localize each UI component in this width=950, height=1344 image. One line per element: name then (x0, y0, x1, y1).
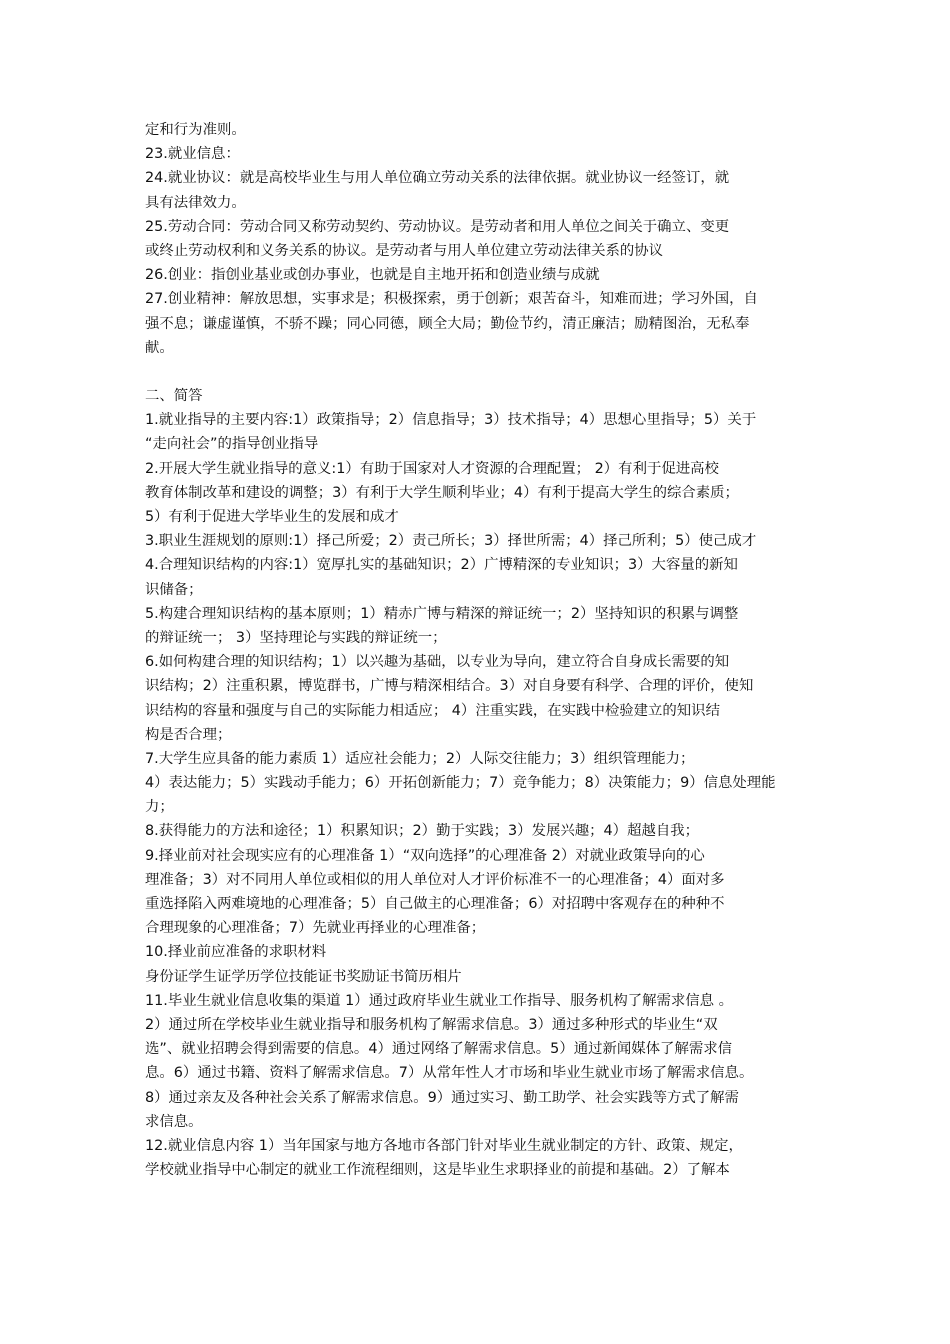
text-line: 5.构建合理知识结构的基本原则；1）精赤广博与精深的辩证统一；2）坚持知识的积累与调整 (145, 605, 739, 622)
text-line: 献。 (145, 339, 174, 356)
text-line: 定和行为准则。 (145, 122, 246, 138)
text-line: 25.劳动合同：劳动合同又称劳动契约、劳动协议。是劳动者和用人单位之间关于确立、变更 (145, 218, 730, 235)
text-line: 求信息。 (145, 1113, 203, 1130)
text-line: 具有法律效力。 (145, 194, 246, 211)
text-line: 23.就业信息： (145, 146, 240, 163)
text-line: 识结构的容量和强度与自己的实际能力相适应； 4）注重实践，在实践中检验建立的知识结 (145, 702, 720, 719)
text-line: 构是否合理； (145, 726, 232, 743)
text-line: 1.就业指导的主要内容:1）政策指导；2）信息指导；3）技术指导；4）思想心里指导；5）关于 (145, 412, 757, 429)
text-line: 重选择陷入两难境地的心理准备；5）自己做主的心理准备；6）对招聘中客观存在的种种不 (145, 896, 725, 912)
text-line: 合理现象的心理准备；7）先就业再择业的心理准备； (145, 920, 486, 937)
text-line: 7.大学生应具备的能力素质 1）适应社会能力；2）人际交往能力；3）组织管理能力； (145, 750, 695, 767)
text-line: 11.毕业生就业信息收集的渠道 1）通过政府毕业生就业工作指导、服务机构了解需求信息 。 (145, 992, 734, 1009)
text-line: 识结构；2）注重积累，博览群书，广博与精深相结合。3）对自身要有科学、合理的评价，使知 (145, 678, 754, 695)
text-line: 5）有利于促进大学毕业生的发展和成才 (145, 509, 399, 525)
text-line: 教育体制改革和建设的调整；3）有利于大学生顺利毕业；4）有利于提高大学生的综合素质； (145, 484, 739, 501)
text-line: 选”、就业招聘会得到需要的信息。4）通过网络了解需求信息。5）通过新闻媒体了解需求信 (145, 1041, 733, 1058)
text-line: 24.就业协议：就是高校毕业生与用人单位确立劳动关系的法律依据。就业协议一经签订，就 (145, 170, 730, 187)
text-line: 10.择业前应准备的求职材料 (145, 944, 327, 961)
text-line: 6.如何构建合理的知识结构；1）以兴趣为基础，以专业为导向，建立符合自身成长需要的知 (145, 654, 730, 671)
section-heading: 二、简答 (145, 388, 203, 405)
text-line: 识储备； (145, 581, 203, 598)
text-line: 4.合理知识结构的内容:1）宽厚扎实的基础知识；2）广博精深的专业知识；3）大容量的新知 (145, 557, 738, 574)
text-line: 强不息；谦虚谨慎，不骄不躁；同心同德，顾全大局；勤俭节约，清正廉洁；励精图治，无私奉 (145, 315, 750, 332)
text-line: 3.职业生涯规划的原则:1）择己所爱；2）责己所长；3）择世所需；4）择己所利；5）使己成才 (145, 533, 757, 550)
text-line: 力； (145, 799, 174, 816)
text-line: 身份证学生证学历学位技能证书奖励证书简历相片 (145, 968, 462, 985)
text-line: 理准备；3）对不同用人单位或相似的用人单位对人才评价标准不一的心理准备；4）面对多 (145, 871, 725, 888)
text-line: 27.创业精神：解放思想，实事求是；积极探索，勇于创新；艰苦奋斗，知难而进；学习外国，自 (145, 291, 758, 308)
blank-line (145, 360, 810, 384)
text-line: 2.开展大学生就业指导的意义:1）有助于国家对人才资源的合理配置； 2）有利于促进高校 (145, 460, 719, 477)
text-line: “走向社会”的指导创业指导 (145, 436, 319, 453)
text-line: 或终止劳动权利和义务关系的协议。是劳动者与用人单位建立劳动法律关系的协议 (145, 242, 664, 259)
text-line: 的辩证统一； 3）坚持理论与实践的辩证统一； (145, 629, 447, 646)
document-page (145, 118, 810, 1182)
text-line: 8.获得能力的方法和途径；1）积累知识；2）勤于实践；3）发展兴趣；4）超越自我； (145, 823, 700, 840)
text-line: 26.创业：指创业基业或创办事业，也就是自主地开拓和创造业绩与成就 (145, 267, 600, 284)
text-line: 2）通过所在学校毕业生就业指导和服务机构了解需求信息。3）通过多种形式的毕业生“双 (145, 1016, 718, 1033)
text-line: 学校就业指导中心制定的就业工作流程细则，这是毕业生求职择业的前提和基础。2）了解本 (145, 1162, 730, 1179)
text-line: 4）表达能力；5）实践动手能力；6）开拓创新能力；7）竞争能力；8）决策能力；9）信息处理能 (145, 775, 776, 792)
text-line: 12.就业信息内容 1）当年国家与地方各地市各部门针对毕业生就业制定的方针、政策、规定， (145, 1137, 743, 1154)
text-line: 9.择业前对社会现实应有的心理准备 1）“双向选择”的心理准备 2）对就业政策导向的心 (145, 847, 705, 864)
text-line: 8）通过亲友及各种社会关系了解需求信息。9）通过实习、勤工助学、社会实践等方式了解需 (145, 1089, 739, 1106)
text-line: 息。6）通过书籍、资料了解需求信息。7）从常年性人才市场和毕业生就业市场了解需求信息。 (145, 1065, 754, 1082)
